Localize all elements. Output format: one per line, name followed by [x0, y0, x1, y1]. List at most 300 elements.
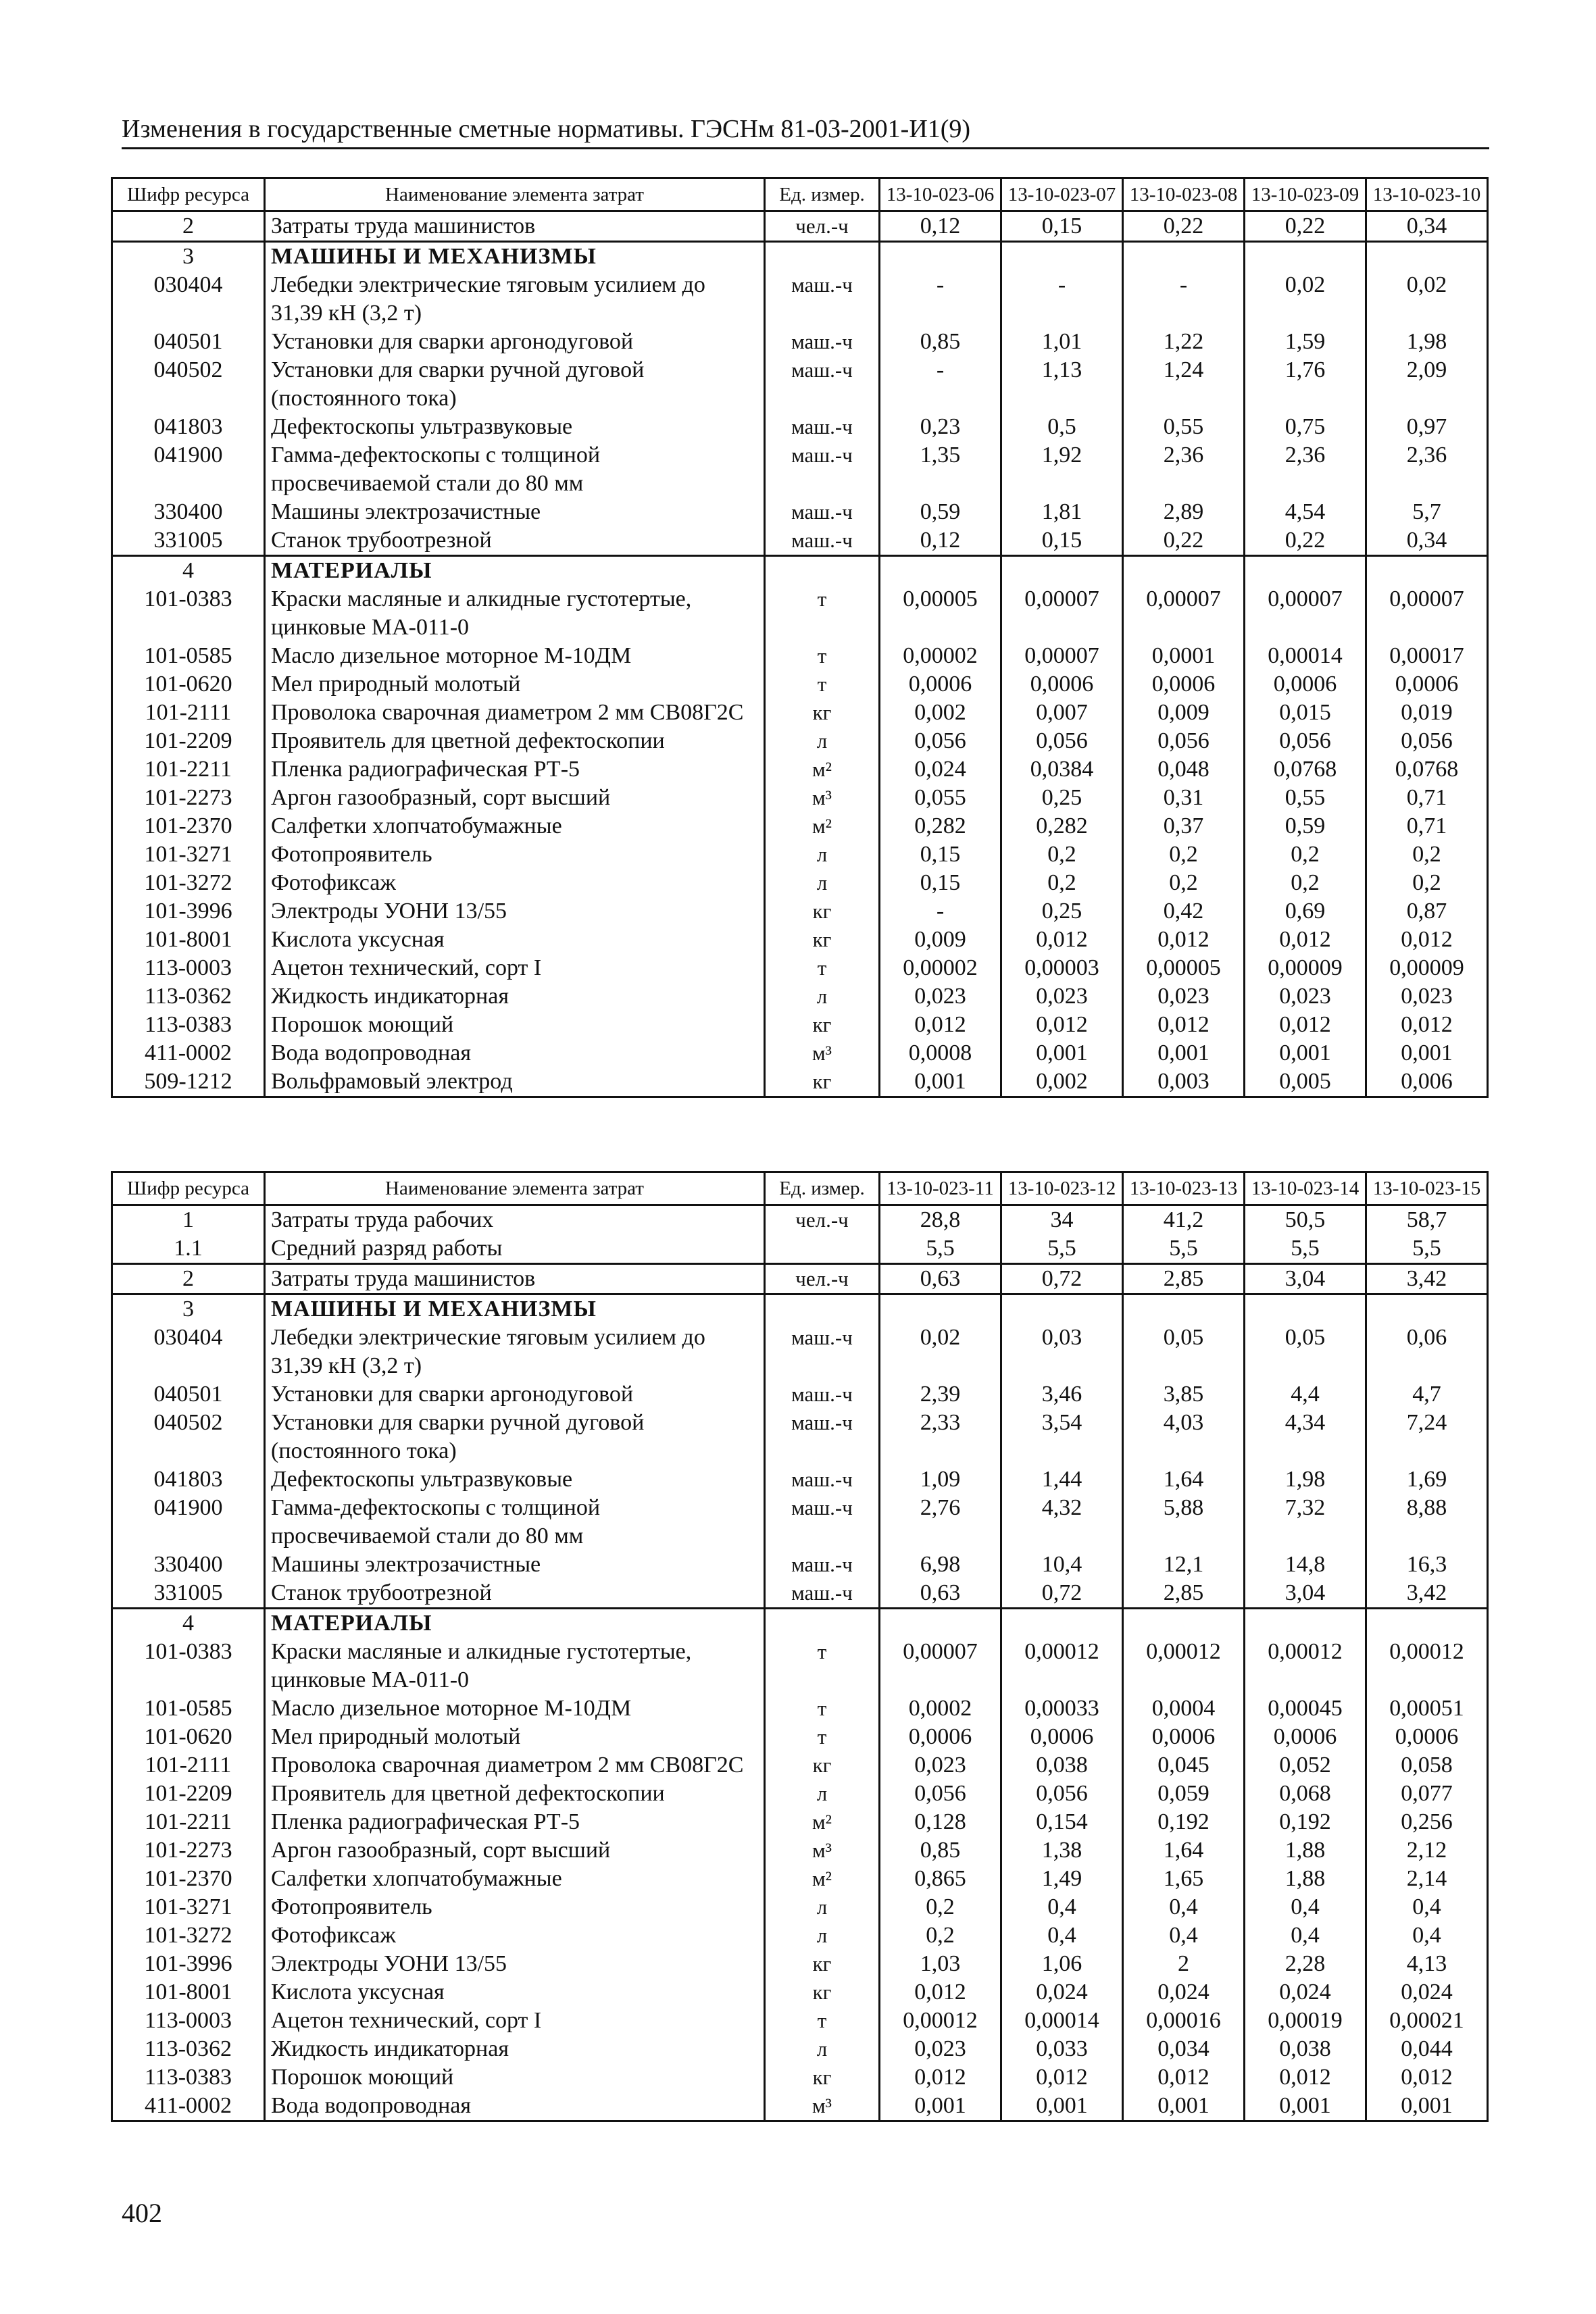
norm-value: 0,023 [880, 2035, 1001, 2063]
norm-value: 4,03 [1123, 1409, 1245, 1465]
table-row [112, 1638, 1488, 1694]
norm-value: 5,5 [1366, 1234, 1488, 1264]
norm-value: 1,35 [880, 441, 1001, 498]
unit-of-measure: м² [765, 812, 880, 840]
norm-value: 0,00005 [880, 585, 1001, 642]
norm-value: 0,4 [1366, 1893, 1488, 1921]
norm-value: 0,865 [880, 1865, 1001, 1893]
resource-code: 3 [112, 1294, 265, 1324]
unit-of-measure: л [765, 840, 880, 869]
norm-value: 0,012 [1123, 2063, 1245, 2092]
unit-of-measure: маш.-ч [765, 1465, 880, 1494]
resource-code: 509-1212 [112, 1067, 265, 1097]
col-header-name: Наименование элемента затрат [265, 1172, 765, 1205]
norm-value [1001, 1294, 1123, 1324]
unit-of-measure: маш.-ч [765, 271, 880, 328]
norm-value: 0,033 [1001, 2035, 1123, 2063]
resource-name: Затраты труда машинистов [265, 211, 765, 242]
norm-value: 0,25 [1001, 897, 1123, 926]
norm-value: 0,012 [1245, 2063, 1366, 2092]
resource-name: Фотофиксаж [265, 869, 765, 897]
resource-name: Масло дизельное моторное М-10ДМ [265, 642, 765, 670]
norm-value [1123, 242, 1245, 272]
page-number: 402 [122, 2198, 162, 2228]
resource-name: Порошок моющий [265, 2063, 765, 2092]
resource-name: Установки для сварки аргонодуговой [265, 1380, 765, 1409]
norm-value: 0,015 [1245, 699, 1366, 727]
norm-value: 1,06 [1001, 1950, 1123, 1978]
norm-value: 0,72 [1001, 1579, 1123, 1609]
norm-value: 0,4 [1245, 1921, 1366, 1950]
norm-value: 2,76 [880, 1494, 1001, 1551]
norm-value: 0,2 [1245, 840, 1366, 869]
norm-value: 0,87 [1366, 897, 1488, 926]
norm-value: 0,42 [1123, 897, 1245, 926]
norm-value: 0,012 [1123, 1011, 1245, 1039]
table-header-row [112, 178, 1488, 211]
norm-value: 3,54 [1001, 1409, 1123, 1465]
norm-value: 0,192 [1245, 1808, 1366, 1836]
norm-value: 0,024 [880, 755, 1001, 784]
resource-name: Проволока сварочная диаметром 2 мм СВ08Г2С [265, 1751, 765, 1780]
norm-value: 0,75 [1245, 413, 1366, 441]
resource-name: Проявитель для цветной дефектоскопии [265, 1780, 765, 1808]
table-row [112, 1551, 1488, 1579]
norm-value: 0,00012 [1245, 1638, 1366, 1694]
unit-of-measure: маш.-ч [765, 441, 880, 498]
resource-name: Гамма-дефектоскопы с толщиной просвечиваемой стали до 80 мм [265, 441, 765, 498]
norm-value: 0,024 [1123, 1978, 1245, 2007]
unit-of-measure: т [765, 642, 880, 670]
norm-value: 2 [1123, 1950, 1245, 1978]
unit-of-measure: м³ [765, 2092, 880, 2121]
norm-value: 0,5 [1001, 413, 1123, 441]
unit-of-measure: л [765, 869, 880, 897]
norm-value: 4,13 [1366, 1950, 1488, 1978]
norm-value: 0,012 [1123, 926, 1245, 954]
table-row [112, 1723, 1488, 1751]
unit-of-measure: чел.-ч [765, 211, 880, 242]
norm-value: 0,00012 [1001, 1638, 1123, 1694]
norm-value: - [880, 897, 1001, 926]
norm-value: 0,009 [1123, 699, 1245, 727]
resource-code: 1.1 [112, 1234, 265, 1264]
norm-value: 8,88 [1366, 1494, 1488, 1551]
norm-value: 4,54 [1245, 498, 1366, 526]
norm-value: 0,00009 [1245, 954, 1366, 982]
table-row [112, 869, 1488, 897]
norm-value: 1,88 [1245, 1865, 1366, 1893]
table-row [112, 1039, 1488, 1067]
norm-value: 0,05 [1245, 1324, 1366, 1380]
norm-value: 1,49 [1001, 1865, 1123, 1893]
unit-of-measure: т [765, 585, 880, 642]
resource-name: Вода водопроводная [265, 2092, 765, 2121]
norm-value: 0,055 [880, 784, 1001, 812]
norm-value: 0,00007 [1001, 585, 1123, 642]
table-row [112, 784, 1488, 812]
unit-of-measure: т [765, 954, 880, 982]
table-row [112, 727, 1488, 755]
table-row [112, 954, 1488, 982]
resource-name: Проволока сварочная диаметром 2 мм СВ08Г2С [265, 699, 765, 727]
norm-value: 0,009 [880, 926, 1001, 954]
norm-value: 0,056 [1123, 727, 1245, 755]
norm-value: 5,5 [1245, 1234, 1366, 1264]
resource-name: Аргон газообразный, сорт высший [265, 784, 765, 812]
norm-value: 0,00005 [1123, 954, 1245, 982]
norm-value: 0,00007 [1001, 642, 1123, 670]
norm-value: 0,00007 [1245, 585, 1366, 642]
resource-code: 041803 [112, 413, 265, 441]
norm-value: 0,012 [1245, 926, 1366, 954]
norm-value: 5,5 [880, 1234, 1001, 1264]
resource-name: Кислота уксусная [265, 1978, 765, 2007]
unit-of-measure: л [765, 1921, 880, 1950]
norm-value: 0,044 [1366, 2035, 1488, 2063]
resource-code: 101-2209 [112, 1780, 265, 1808]
table-row [112, 840, 1488, 869]
resource-name: Порошок моющий [265, 1011, 765, 1039]
resource-name: Жидкость индикаторная [265, 982, 765, 1011]
resource-code: 101-2370 [112, 812, 265, 840]
resource-code: 030404 [112, 1324, 265, 1380]
table-row [112, 328, 1488, 356]
norm-value: 0,00019 [1245, 2007, 1366, 2035]
norm-value: 0,2 [880, 1893, 1001, 1921]
norm-value: 0,00017 [1366, 642, 1488, 670]
norm-value [880, 556, 1001, 586]
norm-value: 0,0006 [1001, 1723, 1123, 1751]
norm-value: 0,23 [880, 413, 1001, 441]
norm-value: 34 [1001, 1205, 1123, 1235]
resource-code: 113-0003 [112, 2007, 265, 2035]
group-title-row [112, 242, 1488, 272]
resource-code: 113-0383 [112, 1011, 265, 1039]
norm-value: 28,8 [880, 1205, 1001, 1235]
norm-value: 0,001 [1245, 2092, 1366, 2121]
norm-value: 4,34 [1245, 1409, 1366, 1465]
resource-code: 101-0620 [112, 1723, 265, 1751]
norm-value: 2,36 [1366, 441, 1488, 498]
norm-value: 1,03 [880, 1950, 1001, 1978]
unit-of-measure: маш.-ч [765, 328, 880, 356]
unit-of-measure [765, 242, 880, 272]
unit-of-measure: л [765, 727, 880, 755]
norm-value: 0,012 [1245, 1011, 1366, 1039]
unit-of-measure: кг [765, 1751, 880, 1780]
unit-of-measure [765, 556, 880, 586]
resource-name: Затраты труда рабочих [265, 1205, 765, 1235]
col-header-norm: 13-10-023-08 [1123, 178, 1245, 211]
resource-code: 101-0585 [112, 1694, 265, 1723]
unit-of-measure: м² [765, 1808, 880, 1836]
norm-value: 0,001 [1123, 1039, 1245, 1067]
resource-name: МАТЕРИАЛЫ [265, 556, 765, 586]
resource-code: 101-2273 [112, 1836, 265, 1865]
norm-value: 0,69 [1245, 897, 1366, 926]
unit-of-measure: л [765, 1893, 880, 1921]
norm-value: 14,8 [1245, 1551, 1366, 1579]
norm-value: 0,15 [1001, 211, 1123, 242]
resource-name: Средний разряд работы [265, 1234, 765, 1264]
norm-value: 0,15 [1001, 526, 1123, 556]
unit-of-measure: чел.-ч [765, 1264, 880, 1294]
unit-of-measure: т [765, 670, 880, 699]
resource-name: Пленка радиографическая РТ-5 [265, 1808, 765, 1836]
norm-value: 3,85 [1123, 1380, 1245, 1409]
unit-of-measure: л [765, 1780, 880, 1808]
unit-of-measure [765, 1609, 880, 1638]
unit-of-measure: т [765, 2007, 880, 2035]
norm-value: 1,24 [1123, 356, 1245, 413]
norm-value: 7,24 [1366, 1409, 1488, 1465]
col-header-code: Шифр ресурса [112, 178, 265, 211]
resource-name: Фотопроявитель [265, 840, 765, 869]
table-row [112, 211, 1488, 242]
col-header-unit: Ед. измер. [765, 1172, 880, 1205]
resource-code: 101-3996 [112, 1950, 265, 1978]
resource-code: 330400 [112, 498, 265, 526]
col-header-norm: 13-10-023-09 [1245, 178, 1366, 211]
unit-of-measure: маш.-ч [765, 498, 880, 526]
table-row [112, 699, 1488, 727]
group-title-row [112, 1294, 1488, 1324]
resource-name: Салфетки хлопчатобумажные [265, 1865, 765, 1893]
norm-value: 5,88 [1123, 1494, 1245, 1551]
norm-value [1245, 242, 1366, 272]
unit-of-measure: кг [765, 1978, 880, 2007]
resource-code: 101-3272 [112, 1921, 265, 1950]
resource-name: Ацетон технический, сорт I [265, 2007, 765, 2035]
unit-of-measure: маш.-ч [765, 1324, 880, 1380]
resource-code: 101-2111 [112, 1751, 265, 1780]
norm-value: 0,056 [1366, 727, 1488, 755]
norm-value [1366, 1609, 1488, 1638]
norm-value: 0,0008 [880, 1039, 1001, 1067]
resource-code: 411-0002 [112, 1039, 265, 1067]
norm-value: 0,001 [1366, 2092, 1488, 2121]
norm-value [1366, 556, 1488, 586]
norm-value: 2,14 [1366, 1865, 1488, 1893]
unit-of-measure: м² [765, 755, 880, 784]
norm-value: 0,02 [1245, 271, 1366, 328]
norm-value: 10,4 [1001, 1551, 1123, 1579]
norm-value: 0,34 [1366, 211, 1488, 242]
norm-value [1245, 1609, 1366, 1638]
norm-value: 0,045 [1123, 1751, 1245, 1780]
norm-value: 1,13 [1001, 356, 1123, 413]
norm-value: 5,5 [1123, 1234, 1245, 1264]
resource-code: 101-2273 [112, 784, 265, 812]
unit-of-measure [765, 1234, 880, 1264]
resource-name: Установки для сварки ручной дуговой (постоянного тока) [265, 1409, 765, 1465]
col-header-unit: Ед. измер. [765, 178, 880, 211]
resource-code: 040502 [112, 356, 265, 413]
norm-value: 3,46 [1001, 1380, 1123, 1409]
norm-value: 0,012 [1366, 1011, 1488, 1039]
norm-value: 0,59 [880, 498, 1001, 526]
table-row [112, 1409, 1488, 1465]
norm-value: 0,023 [880, 1751, 1001, 1780]
norm-value: 1,38 [1001, 1836, 1123, 1865]
resource-code: 331005 [112, 526, 265, 556]
norm-value: 0,0384 [1001, 755, 1123, 784]
table-row [112, 413, 1488, 441]
resource-code: 3 [112, 242, 265, 272]
norm-value: 2,28 [1245, 1950, 1366, 1978]
col-header-code: Шифр ресурса [112, 1172, 265, 1205]
table-row [112, 982, 1488, 1011]
resource-name: Краски масляные и алкидные густотертые, цинковые МА-011-0 [265, 585, 765, 642]
resource-code: 411-0002 [112, 2092, 265, 2121]
norm-value: 0,012 [1366, 2063, 1488, 2092]
table-row [112, 2007, 1488, 2035]
norm-value: 0,71 [1366, 784, 1488, 812]
norm-value: 0,0006 [1123, 670, 1245, 699]
norm-value: 0,06 [1366, 1324, 1488, 1380]
norm-value [1123, 556, 1245, 586]
resource-name: МАШИНЫ И МЕХАНИЗМЫ [265, 1294, 765, 1324]
norm-value: 1,81 [1001, 498, 1123, 526]
unit-of-measure: маш.-ч [765, 1579, 880, 1609]
col-header-norm: 13-10-023-10 [1366, 178, 1488, 211]
table-row [112, 642, 1488, 670]
norm-value: 0,55 [1245, 784, 1366, 812]
table-row [112, 670, 1488, 699]
norm-value: 0,12 [880, 211, 1001, 242]
norm-value: 0,0006 [1366, 670, 1488, 699]
norm-value: 0,023 [1366, 982, 1488, 1011]
norm-value: 0,0006 [1245, 1723, 1366, 1751]
norm-value: 0,154 [1001, 1808, 1123, 1836]
norm-value: 0,22 [1245, 211, 1366, 242]
norm-value: 0,023 [880, 982, 1001, 1011]
norm-value [1001, 242, 1123, 272]
norm-value: 0,0006 [880, 670, 1001, 699]
table-row [112, 271, 1488, 328]
col-header-norm: 13-10-023-07 [1001, 178, 1123, 211]
resource-code: 040501 [112, 1380, 265, 1409]
resource-table-2 [111, 1171, 1489, 2122]
resource-code: 2 [112, 1264, 265, 1294]
table-row [112, 1921, 1488, 1950]
resource-name: Установки для сварки аргонодуговой [265, 328, 765, 356]
resource-name: Лебедки электрические тяговым усилием до 31,39 кН (3,2 т) [265, 1324, 765, 1380]
col-header-norm: 13-10-023-13 [1123, 1172, 1245, 1205]
resource-name: Фотопроявитель [265, 1893, 765, 1921]
norm-value: - [1001, 271, 1123, 328]
unit-of-measure: кг [765, 2063, 880, 2092]
norm-value: 0,056 [880, 1780, 1001, 1808]
norm-value: 0,0768 [1366, 755, 1488, 784]
norm-value: 0,012 [1001, 2063, 1123, 2092]
norm-value: 0,282 [1001, 812, 1123, 840]
norm-value: 0,0768 [1245, 755, 1366, 784]
unit-of-measure: маш.-ч [765, 356, 880, 413]
norm-value: 0,256 [1366, 1808, 1488, 1836]
unit-of-measure: кг [765, 1011, 880, 1039]
norm-value: 0,012 [1001, 1011, 1123, 1039]
col-header-norm: 13-10-023-15 [1366, 1172, 1488, 1205]
norm-value: 0,128 [880, 1808, 1001, 1836]
resource-table-1 [111, 177, 1489, 1098]
norm-value: 0,023 [1123, 982, 1245, 1011]
norm-value: 0,012 [880, 1978, 1001, 2007]
norm-value: 2,85 [1123, 1579, 1245, 1609]
norm-value: 0,2 [1123, 869, 1245, 897]
norm-value: 0,282 [880, 812, 1001, 840]
norm-value: 0,00007 [1366, 585, 1488, 642]
resource-name: МАТЕРИАЛЫ [265, 1609, 765, 1638]
resource-name: Ацетон технический, сорт I [265, 954, 765, 982]
norm-value: 0,077 [1366, 1780, 1488, 1808]
norm-value: 0,058 [1366, 1751, 1488, 1780]
resource-code: 041803 [112, 1465, 265, 1494]
resource-code: 101-0383 [112, 1638, 265, 1694]
norm-value: 0,2 [1001, 869, 1123, 897]
norm-value: 0,002 [1001, 1067, 1123, 1097]
norm-value: 0,2 [880, 1921, 1001, 1950]
resource-name: Фотофиксаж [265, 1921, 765, 1950]
norm-value: 0,001 [1245, 1039, 1366, 1067]
norm-value: 0,0004 [1123, 1694, 1245, 1723]
norm-value: 0,001 [1001, 2092, 1123, 2121]
norm-value: 1,88 [1245, 1836, 1366, 1865]
norm-value: 2,33 [880, 1409, 1001, 1465]
norm-value: 0,00002 [880, 954, 1001, 982]
norm-value: 3,04 [1245, 1264, 1366, 1294]
norm-value [1366, 242, 1488, 272]
unit-of-measure [765, 1294, 880, 1324]
table-header-row [112, 1172, 1488, 1205]
norm-value: 0,068 [1245, 1780, 1366, 1808]
norm-value: 0,048 [1123, 755, 1245, 784]
norm-value: 0,00009 [1366, 954, 1488, 982]
norm-value: 2,89 [1123, 498, 1245, 526]
table-row [112, 812, 1488, 840]
norm-value [1245, 556, 1366, 586]
table-row [112, 1579, 1488, 1609]
norm-value: 0,2 [1001, 840, 1123, 869]
resource-name: МАШИНЫ И МЕХАНИЗМЫ [265, 242, 765, 272]
table-row [112, 1324, 1488, 1380]
resource-name: Масло дизельное моторное М-10ДМ [265, 1694, 765, 1723]
norm-value: 0,00002 [880, 642, 1001, 670]
norm-value: 2,09 [1366, 356, 1488, 413]
resource-code: 040501 [112, 328, 265, 356]
resource-code: 101-2370 [112, 1865, 265, 1893]
norm-value: 0,2 [1123, 840, 1245, 869]
norm-value: 0,31 [1123, 784, 1245, 812]
norm-value: 0,005 [1245, 1067, 1366, 1097]
norm-value: 0,85 [880, 1836, 1001, 1865]
norm-value: 0,00012 [1366, 1638, 1488, 1694]
norm-value: 0,55 [1123, 413, 1245, 441]
norm-value: 0,02 [1366, 271, 1488, 328]
resource-name: Салфетки хлопчатобумажные [265, 812, 765, 840]
norm-value: 0,012 [880, 2063, 1001, 2092]
table-row [112, 1694, 1488, 1723]
resource-code: 101-3271 [112, 840, 265, 869]
resource-code: 113-0003 [112, 954, 265, 982]
norm-value: 0,4 [1123, 1921, 1245, 1950]
unit-of-measure: маш.-ч [765, 1409, 880, 1465]
norm-value: 0,052 [1245, 1751, 1366, 1780]
group-title-row [112, 556, 1488, 586]
unit-of-measure: м³ [765, 1836, 880, 1865]
norm-value: 0,0002 [880, 1694, 1001, 1723]
